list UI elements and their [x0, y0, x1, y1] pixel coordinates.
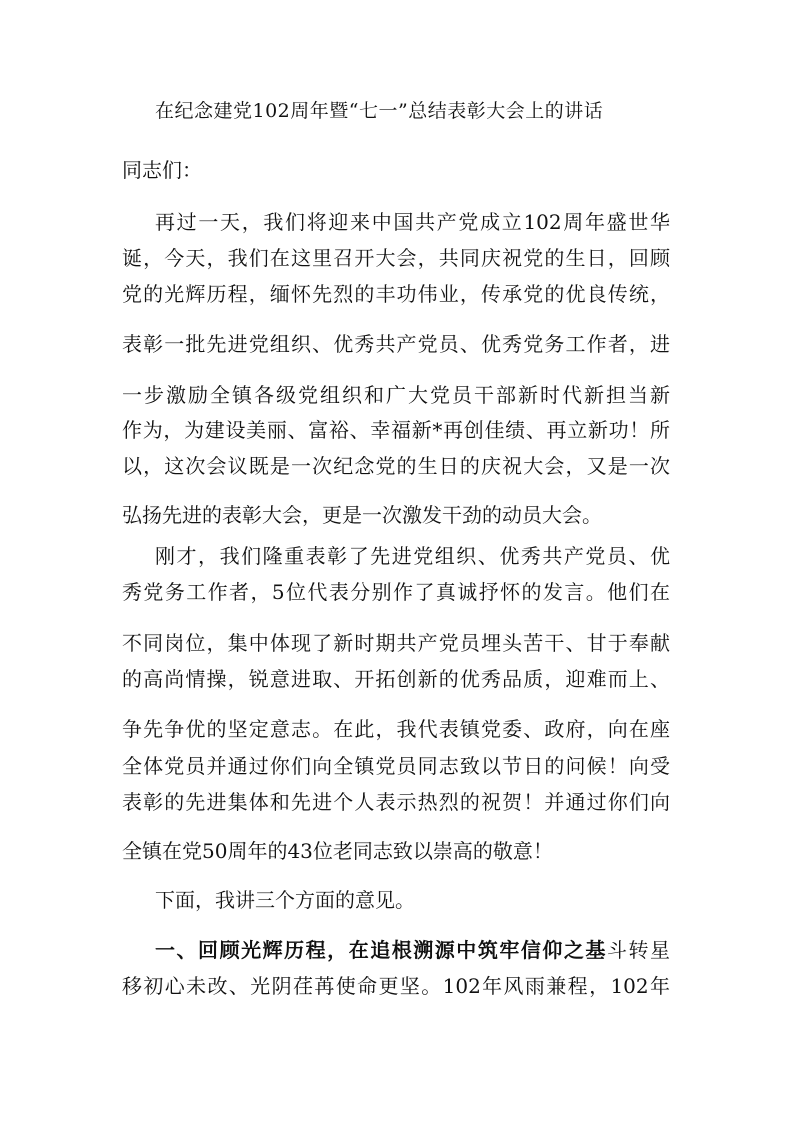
paragraph-line: 表彰一批先进党组织、优秀共产党员、优秀党务工作者，进	[122, 332, 670, 356]
paragraph-line: 秀党务工作者，5位代表分别作了真诚抒怀的发言。他们在	[122, 580, 670, 604]
section-1-second-line: 移初心未改、光阴荏苒使命更坚。102年风雨兼程，102年	[122, 974, 670, 998]
section-1-line-tail: 斗转星	[606, 938, 671, 962]
paragraph-line: 一步激励全镇各级党组织和广大党员干部新时代新担当新	[122, 383, 670, 407]
paragraph-line: 的高尚情操，锐意进取、开拓创新的优秀品质，迎难而上、	[122, 667, 670, 691]
paragraph-line: 弘扬先进的表彰大会，更是一次激发干劲的动员大会。	[122, 503, 602, 527]
paragraph-line: 诞，今天，我们在这里召开大会，共同庆祝党的生日，回顾	[122, 246, 670, 270]
paragraph-line: 争先争优的坚定意志。在此，我代表镇党委、政府，向在座	[122, 717, 670, 741]
document-title: 在纪念建党102周年暨“七一”总结表彰大会上的讲话	[155, 100, 604, 122]
paragraph-line: 刚才，我们隆重表彰了先进党组织、优秀共产党员、优	[155, 544, 670, 568]
section-1-heading: 一、回顾光辉历程，在追根溯源中筑牢信仰之基	[155, 938, 607, 962]
paragraph-line: 再过一天，我们将迎来中国共产党成立102周年盛世华	[155, 210, 670, 234]
paragraph-line: 全体党员并通过你们向全镇党员同志致以节日的问候！向受	[122, 754, 670, 778]
paragraph-3: 下面，我讲三个方面的意见。	[155, 888, 415, 912]
paragraph-line: 不同岗位，集中体现了新时期共产党员埋头苦干、甘于奉献	[122, 631, 670, 655]
salutation: 同志们：	[122, 158, 202, 182]
paragraph-line: 以，这次会议既是一次纪念党的生日的庆祝大会，又是一次	[122, 454, 670, 478]
paragraph-line: 全镇在党50周年的43位老同志致以崇高的敬意！	[122, 839, 553, 863]
section-1-first-line	[155, 936, 670, 964]
paragraph-line: 党的光辉历程，缅怀先烈的丰功伟业，传承党的优良传统，	[122, 282, 670, 306]
paragraph-line: 作为，为建设美丽、富裕、幸福新*再创佳绩、再立新功！所	[122, 418, 670, 442]
paragraph-line: 表彰的先进集体和先进个人表示热烈的祝贺！并通过你们向	[122, 790, 670, 814]
